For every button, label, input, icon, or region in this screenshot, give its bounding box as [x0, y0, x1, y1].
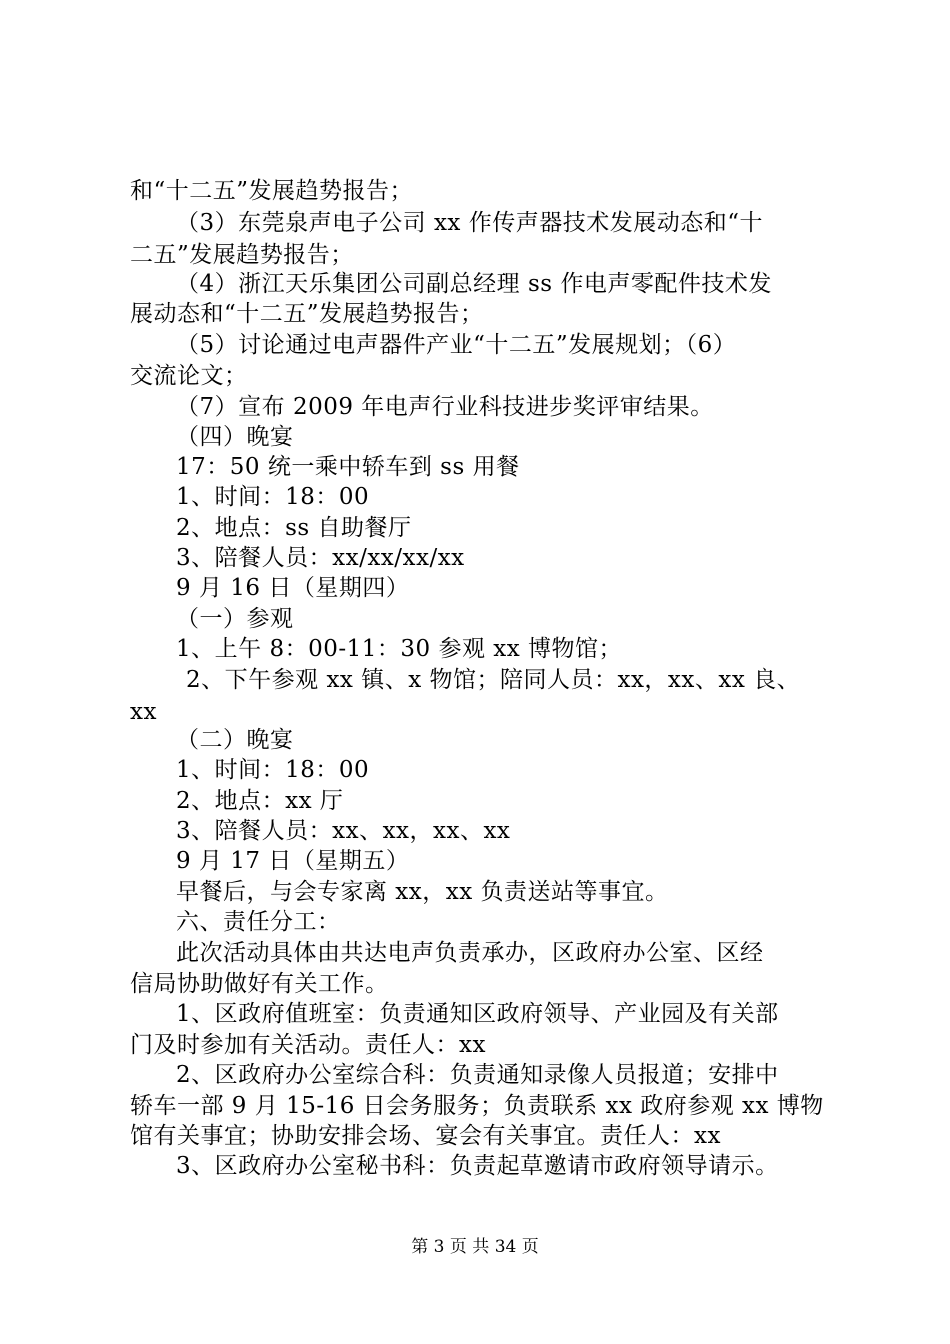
text-line: （7）宣布 2009 年电声行业科技进步奖评审结果。 — [176, 394, 714, 420]
text-line: 2、地点：ss 自助餐厅 — [176, 515, 412, 541]
text-line: 轿车一部 9 月 15-16 日会务服务；负责联系 xx 政府参观 xx 博物 — [130, 1093, 824, 1119]
text-line: 此次活动具体由共达电声负责承办，区政府办公室、区经 — [176, 940, 764, 966]
section-heading: （四）晚宴 — [176, 424, 294, 450]
text-line: 3、陪餐人员：xx、xx，xx、xx — [176, 818, 511, 844]
text-line: （4）浙江天乐集团公司副总经理 ss 作电声零配件技术发 — [176, 271, 772, 297]
section-heading: 六、责任分工： — [176, 909, 341, 935]
date-heading: 9 月 17 日（星期五） — [176, 848, 410, 874]
text-line: 1、时间：18：00 — [176, 757, 370, 783]
text-line: 3、陪餐人员：xx/xx/xx/xx — [176, 545, 465, 571]
text-line: 1、时间：18：00 — [176, 484, 370, 510]
text-line: 展动态和“十二五”发展趋势报告； — [130, 301, 484, 327]
date-heading: 9 月 16 日（星期四） — [176, 575, 410, 601]
text-line: xx — [130, 699, 157, 725]
text-line: 2、下午参观 xx 镇、x 物馆；陪同人员：xx，xx、xx 良、 — [186, 667, 801, 693]
text-line: 1、区政府值班室：负责通知区政府领导、产业园及有关部 — [176, 1001, 779, 1027]
text-line: （3）东莞泉声电子公司 xx 作传声器技术发展动态和“十 — [176, 210, 763, 236]
text-line: 交流论文； — [130, 363, 248, 389]
section-heading: （一）参观 — [176, 606, 294, 632]
text-line: 17：50 统一乘中轿车到 ss 用餐 — [176, 454, 520, 480]
section-heading: （二）晚宴 — [176, 727, 294, 753]
text-line: 二五”发展趋势报告； — [130, 242, 354, 268]
page-number-footer: 第 3 页 共 34 页 — [411, 1237, 539, 1257]
text-line: 门及时参加有关活动。责任人：xx — [130, 1032, 486, 1058]
text-line: 早餐后，与会专家离 xx，xx 负责送站等事宜。 — [176, 879, 669, 905]
text-line: 馆有关事宜；协助安排会场、宴会有关事宜。责任人：xx — [130, 1123, 721, 1149]
text-line: 2、地点：xx 厅 — [176, 788, 344, 814]
text-line: 3、区政府办公室秘书科：负责起草邀请市政府领导请示。 — [176, 1153, 779, 1179]
text-line: 2、区政府办公室综合科：负责通知录像人员报道；安排中 — [176, 1062, 779, 1088]
text-line: 信局协助做好有关工作。 — [130, 971, 389, 997]
text-line: 和“十二五”发展趋势报告； — [130, 178, 414, 204]
text-line: 1、上午 8：00-11：30 参观 xx 博物馆； — [176, 636, 623, 662]
text-line: （5）讨论通过电声器件产业“十二五”发展规划；（6） — [176, 332, 737, 358]
